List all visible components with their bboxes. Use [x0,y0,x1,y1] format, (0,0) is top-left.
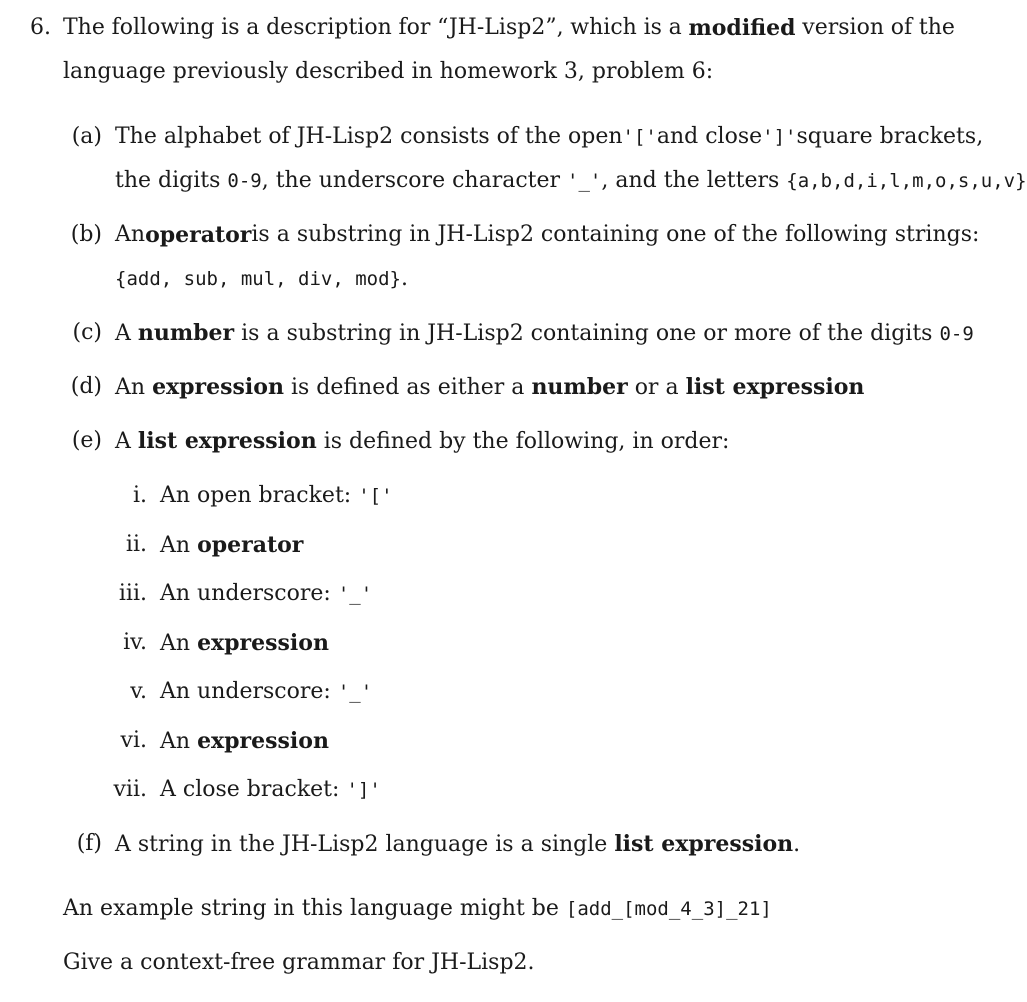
text: An example string in this language might be [63,896,559,921]
text: and close [656,124,763,149]
text: is a substring in JH-Lisp2 containing one or more of the digits [241,321,933,346]
code: '[' [622,126,657,148]
sub-item-iv-label: iv. [123,630,147,655]
problem-line-1 [30,13,51,43]
item-f-label: (f) [76,831,102,856]
word: The [63,15,105,40]
example-line [63,894,772,924]
code: '[' [358,485,393,507]
text: A [115,429,131,454]
problem-intro-line-1 [63,13,955,43]
item-b-line-2 [115,264,408,294]
code: 0-9 [227,170,262,192]
text: square brackets, [796,124,984,149]
sub-item-v [160,677,372,707]
sub-item-ii [160,530,303,561]
sub-item-i [160,481,393,511]
item-c-line [115,318,974,349]
bold-term: list expression [614,831,794,857]
code: ']' [762,126,797,148]
sub-item-iv [160,628,329,659]
text: . [793,832,801,857]
word: the [918,15,955,40]
bold-term: list expression [685,374,865,400]
text: An [115,375,146,400]
text: , the underscore character [261,168,561,193]
code: '_' [337,681,373,703]
text: or a [634,375,679,400]
code: '_' [567,170,602,192]
sub-item-vi [160,726,329,757]
text: An [160,533,191,558]
item-c-label: (c) [72,320,102,345]
question-text: Give a context-free grammar for JH-Lisp2. [63,950,535,975]
text: is defined by the following, in order: [323,429,730,454]
bold-term: operator [197,532,304,558]
item-a-label: (a) [71,124,102,149]
text: An [160,631,191,656]
bold-term: list expression [137,428,317,454]
sub-item-v-label: v. [130,679,147,704]
item-b-label: (b) [70,222,102,247]
item-e-line [115,426,729,457]
text: A string in the JH-Lisp2 language is a single [115,832,608,857]
item-a-line-1 [115,122,984,152]
item-d-line [115,372,864,403]
bold-term: expression [152,374,284,400]
code-set: {add, sub, mul, div, mod} [115,268,401,290]
text: An underscore: [160,581,331,606]
text: An [115,222,146,247]
code-set: {a,b,d,i,l,m,o,s,u,v} [786,170,1027,192]
question-line [63,948,535,978]
word: is [643,15,662,40]
problem-number: 6. [30,15,51,40]
bold-term: number [137,320,235,346]
word: following [111,15,215,40]
code: 0-9 [939,323,974,345]
word: description [266,15,392,40]
word: for [398,15,431,40]
text: language previously described in homework 3, problem 6: [63,59,714,84]
sub-item-i-label: i. [132,483,147,508]
bold-term: number [531,374,628,400]
text: A [115,321,131,346]
text: the digits [115,168,221,193]
bold-term: operator [145,222,252,248]
bold-term: expression [197,630,329,656]
text: A close bracket: [160,777,340,802]
word: a [668,15,682,40]
code: '_' [337,583,373,605]
bold-term: expression [197,728,329,754]
word: is [221,15,240,40]
text: An open bracket: [160,483,352,508]
sub-item-vii-label: vii. [113,777,147,802]
sub-item-iii [160,579,372,609]
word: “JH-Lisp2”, [437,15,564,40]
item-b-line-1 [115,220,980,250]
item-a-line-2 [115,166,1027,196]
sub-item-ii-label: ii. [125,532,147,557]
item-e-label: (e) [71,428,102,453]
text: . [400,266,408,291]
example-code: [add_[mod_4_3]_21] [565,898,772,920]
item-d-label: (d) [70,374,102,399]
text: The alphabet of JH-Lisp2 consists of the open [115,124,623,149]
word: a [246,15,260,40]
code: ']' [346,779,381,801]
text: is defined as either a [290,375,525,400]
problem-intro-line-2 [63,57,713,87]
text: , and the letters [601,168,780,193]
bold-term: modified [688,15,796,41]
text: An underscore: [160,679,331,704]
text: is a substring in JH-Lisp2 containing one of the following strings: [251,222,980,247]
sub-item-iii-label: iii. [118,581,147,606]
item-f-line [115,829,800,860]
word: version [802,15,885,40]
word: of [890,15,913,40]
word: which [570,15,637,40]
sub-item-vi-label: vi. [120,728,147,753]
text: An [160,729,191,754]
sub-item-vii [160,775,381,805]
